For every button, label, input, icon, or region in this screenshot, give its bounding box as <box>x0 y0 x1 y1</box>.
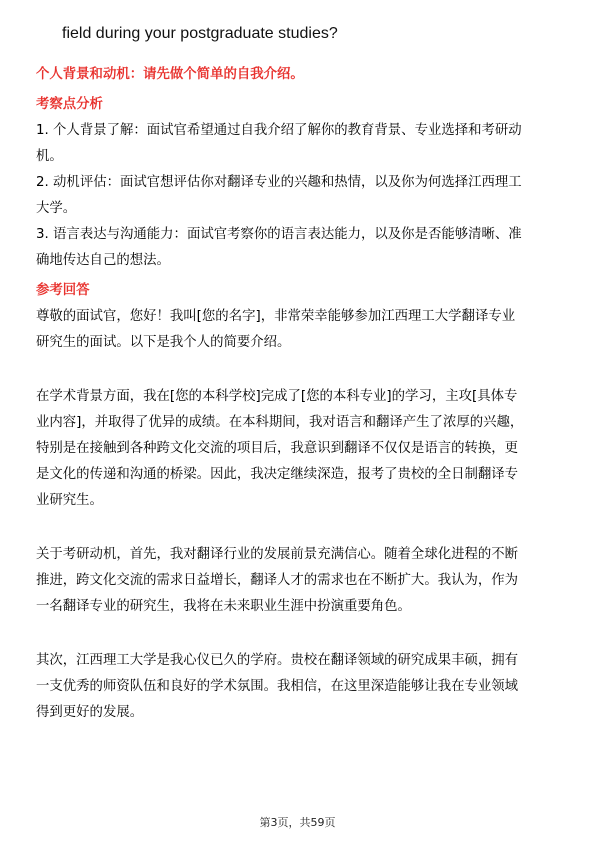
analysis-line: 机。 <box>36 149 63 164</box>
page-number: 第3页，共59页 <box>259 816 336 829</box>
question-title: 个人背景和动机：请先做个简单的自我介绍。 <box>36 67 304 82</box>
answer-line: 业研究生。 <box>36 493 103 508</box>
analysis-line: 大学。 <box>36 201 77 216</box>
answer-line: 推进，跨文化交流的需求日益增长，翻译人才的需求也在不断扩大。我认为，作为 <box>36 573 519 588</box>
answer-line: 一名翻译专业的研究生，我将在未来职业生涯中扮演重要角色。 <box>36 599 411 614</box>
analysis-line: 1. 个人背景了解：面试官希望通过自我介绍了解你的教育背景、专业选择和考研动 <box>36 123 522 138</box>
answer-paragraph-2 <box>36 384 564 514</box>
answer-line: 在学术背景方面，我在[您的本科学校]完成了[您的本科专业]的学习，主攻[具体专 <box>36 389 518 404</box>
analysis-heading: 考察点分析 <box>36 97 103 112</box>
analysis-line: 2. 动机评估：面试官想评估你对翻译专业的兴趣和热情，以及你为何选择江西理工 <box>36 175 522 190</box>
answer-heading: 参考回答 <box>36 283 90 298</box>
answer-line: 一支优秀的师资队伍和良好的学术氛围。我相信，在这里深造能够让我在专业领域 <box>36 679 519 694</box>
answer-line: 业内容]，并取得了优异的成绩。在本科期间，我对语言和翻译产生了浓厚的兴趣， <box>36 415 524 430</box>
question-english-tail: field during your postgraduate studies? <box>62 25 338 42</box>
analysis-line: 确地传达自己的想法。 <box>36 253 170 268</box>
answer-line: 是文化的传递和沟通的桥梁。因此，我决定继续深造，报考了贵校的全日制翻译专 <box>36 467 519 482</box>
answer-line: 研究生的面试。以下是我个人的简要介绍。 <box>36 335 291 350</box>
answer-line: 其次，江西理工大学是我心仪已久的学府。贵校在翻译领域的研究成果丰硕，拥有 <box>36 653 519 668</box>
answer-line: 尊敬的面试官，您好！我叫[您的名字]，非常荣幸能够参加江西理工大学翻译专业 <box>36 309 516 324</box>
answer-paragraph-1 <box>36 304 564 356</box>
analysis-line: 3. 语言表达与沟通能力：面试官考察你的语言表达能力，以及你是否能够清晰、准 <box>36 227 522 242</box>
answer-line: 得到更好的发展。 <box>36 705 144 720</box>
analysis-body <box>36 118 564 274</box>
page-content <box>36 62 564 726</box>
answer-line: 关于考研动机，首先，我对翻译行业的发展前景充满信心。随着全球化进程的不断 <box>36 547 519 562</box>
answer-line: 特别是在接触到各种跨文化交流的项目后，我意识到翻译不仅仅是语言的转换，更 <box>36 441 519 456</box>
answer-paragraph-3 <box>36 542 564 620</box>
answer-paragraph-4 <box>36 648 564 726</box>
